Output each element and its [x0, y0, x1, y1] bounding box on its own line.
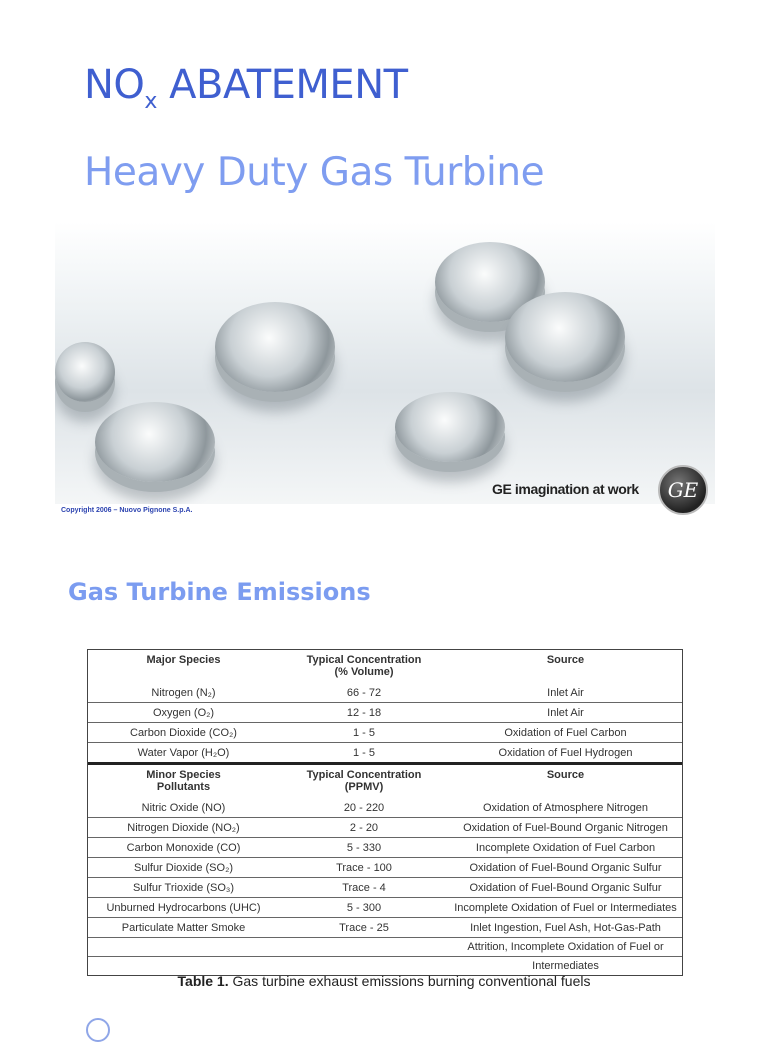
- table-cell: Oxidation of Fuel-Bound Organic Sulfur: [449, 858, 682, 878]
- table-cell: 66 - 72: [279, 683, 449, 703]
- table-cell: Attrition, Incomplete Oxidation of Fuel or: [449, 938, 682, 957]
- table-cell: 20 - 220: [279, 798, 449, 818]
- turbine-nozzles-photo: [55, 222, 715, 504]
- table-cell: 5 - 300: [279, 898, 449, 918]
- table-row: [88, 878, 682, 898]
- table-cell: Nitrogen Dioxide (NO₂): [88, 818, 279, 838]
- table-row: [88, 898, 682, 918]
- column-header: Typical Concentration (% Volume): [306, 654, 422, 678]
- table-cell: Inlet Air: [449, 703, 682, 723]
- caption-label: Table 1.: [177, 973, 229, 989]
- title-text: NO: [84, 62, 145, 108]
- table-row: [88, 743, 682, 764]
- table-cell: Sulfur Dioxide (SO₂): [88, 858, 279, 878]
- copyright-text: Copyright 2006 – Nuovo Pignone S.p.A.: [61, 507, 193, 514]
- table-cell: Sulfur Trioxide (SO₃): [88, 878, 279, 898]
- ge-logo: GE: [658, 465, 708, 515]
- table-header-row: [88, 650, 682, 683]
- table-cell: Incomplete Oxidation of Fuel Carbon: [449, 838, 682, 858]
- table-cell: Particulate Matter Smoke: [88, 918, 279, 938]
- title-subscript: x: [144, 89, 157, 114]
- section-heading: Gas Turbine Emissions: [68, 578, 371, 606]
- table-row: [88, 683, 682, 703]
- slide-subtitle: Heavy Duty Gas Turbine: [84, 150, 545, 195]
- table-cell: Incomplete Oxidation of Fuel or Intermediates: [449, 898, 682, 918]
- table-row: [88, 938, 682, 957]
- column-header: Source: [546, 654, 585, 666]
- table-cell: 12 - 18: [279, 703, 449, 723]
- table-caption: [0, 973, 768, 989]
- emissions-table: [87, 649, 683, 976]
- column-header: Source: [546, 769, 585, 781]
- slide-title: [84, 62, 408, 114]
- table-cell: Unburned Hydrocarbons (UHC): [88, 898, 279, 918]
- partial-logo-icon: [86, 1018, 110, 1042]
- table-cell: [279, 938, 449, 957]
- table-cell: Nitrogen (N₂): [88, 683, 279, 703]
- table-cell: 2 - 20: [279, 818, 449, 838]
- table-cell: Carbon Dioxide (CO₂): [88, 723, 279, 743]
- table-cell: 1 - 5: [279, 743, 449, 764]
- table-cell: Trace - 4: [279, 878, 449, 898]
- title-text-rest: ABATEMENT: [156, 62, 408, 108]
- column-header: Typical Concentration (PPMV): [306, 769, 422, 793]
- column-header: Major Species: [146, 654, 221, 666]
- table-cell: Trace - 100: [279, 858, 449, 878]
- ge-tagline: GE imagination at work: [492, 481, 639, 497]
- table-cell: Oxidation of Fuel-Bound Organic Nitrogen: [449, 818, 682, 838]
- table-row: [88, 818, 682, 838]
- table-cell: Oxidation of Atmosphere Nitrogen: [449, 798, 682, 818]
- table-cell: Oxidation of Fuel Hydrogen: [449, 743, 682, 764]
- table-row: [88, 918, 682, 938]
- table-row: [88, 723, 682, 743]
- table-cell: 1 - 5: [279, 723, 449, 743]
- caption-text: Gas turbine exhaust emissions burning conventional fuels: [228, 973, 591, 989]
- table-cell: Water Vapor (H₂O): [88, 743, 279, 764]
- table-cell: Carbon Monoxide (CO): [88, 838, 279, 858]
- table-cell: Nitric Oxide (NO): [88, 798, 279, 818]
- column-header: Minor Species Pollutants: [146, 769, 221, 793]
- table-cell: 5 - 330: [279, 838, 449, 858]
- table-header-row: [88, 764, 682, 799]
- table-row: [88, 858, 682, 878]
- table-row: [88, 798, 682, 818]
- table-cell: Trace - 25: [279, 918, 449, 938]
- table-cell: [88, 938, 279, 957]
- table-cell: Inlet Ingestion, Fuel Ash, Hot-Gas-Path: [449, 918, 682, 938]
- table-cell: Inlet Air: [449, 683, 682, 703]
- table-row: [88, 838, 682, 858]
- table-cell: Oxidation of Fuel Carbon: [449, 723, 682, 743]
- table-cell: Oxygen (O₂): [88, 703, 279, 723]
- table-cell: Oxidation of Fuel-Bound Organic Sulfur: [449, 878, 682, 898]
- table-row: [88, 703, 682, 723]
- table-cell: Intermediates: [532, 960, 599, 972]
